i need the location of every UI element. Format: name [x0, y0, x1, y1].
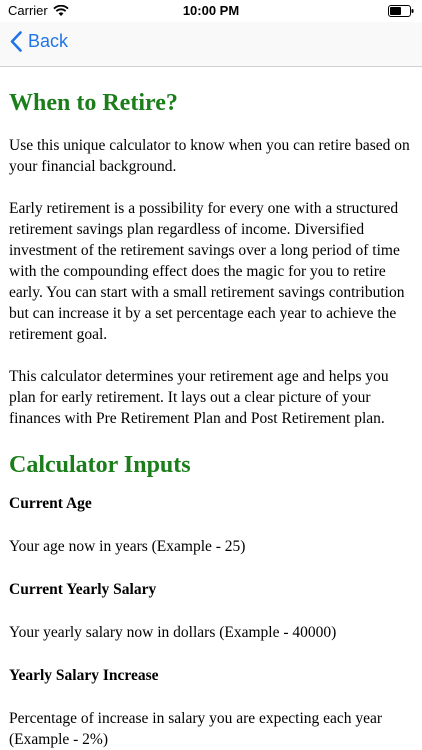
status-bar: [0, 0, 422, 22]
intro-paragraph-2: Early retirement is a possibility for every one with a structured retirement savings plan regardless of income. Diversified investment of the retirement savings over a long period of time with the compounding effect does the magic for you to retire early. You can start with a small retirement savings contribution but can increase it by a set percentage each year to achieve the retirement goal.: [9, 200, 405, 343]
chevron-left-icon: [10, 31, 22, 52]
input-desc-current-age: Your age now in years (Example - 25): [9, 538, 246, 555]
intro-paragraph-3: This calculator determines your retirement age and helps you plan for early retirement. It lays out a clear picture of your finances with Pre Retirement Plan and Post Retirement plan.: [9, 368, 389, 427]
carrier-label: Carrier: [8, 3, 48, 18]
back-button[interactable]: [10, 31, 68, 52]
input-desc-yearly-salary-increase: Percentage of increase in salary you are expecting each year (Example - 2%): [9, 710, 383, 748]
input-label-current-age: Current Age: [9, 495, 92, 512]
inputs-title: Calculator Inputs: [9, 452, 191, 478]
intro-paragraph-1: Use this unique calculator to know when you can retire based on your financial background.: [9, 137, 410, 175]
input-label-yearly-salary-increase: Yearly Salary Increase: [9, 667, 159, 684]
back-label: Back: [28, 31, 69, 51]
status-time: 10:00 PM: [182, 3, 240, 18]
navigation-bar: [0, 22, 422, 67]
input-desc-current-yearly-salary: Your yearly salary now in dollars (Example - 40000): [9, 624, 337, 641]
input-label-current-yearly-salary: Current Yearly Salary: [9, 581, 157, 598]
content: [9, 66, 414, 750]
intro-title: When to Retire?: [9, 90, 178, 116]
battery-icon: [388, 5, 414, 17]
